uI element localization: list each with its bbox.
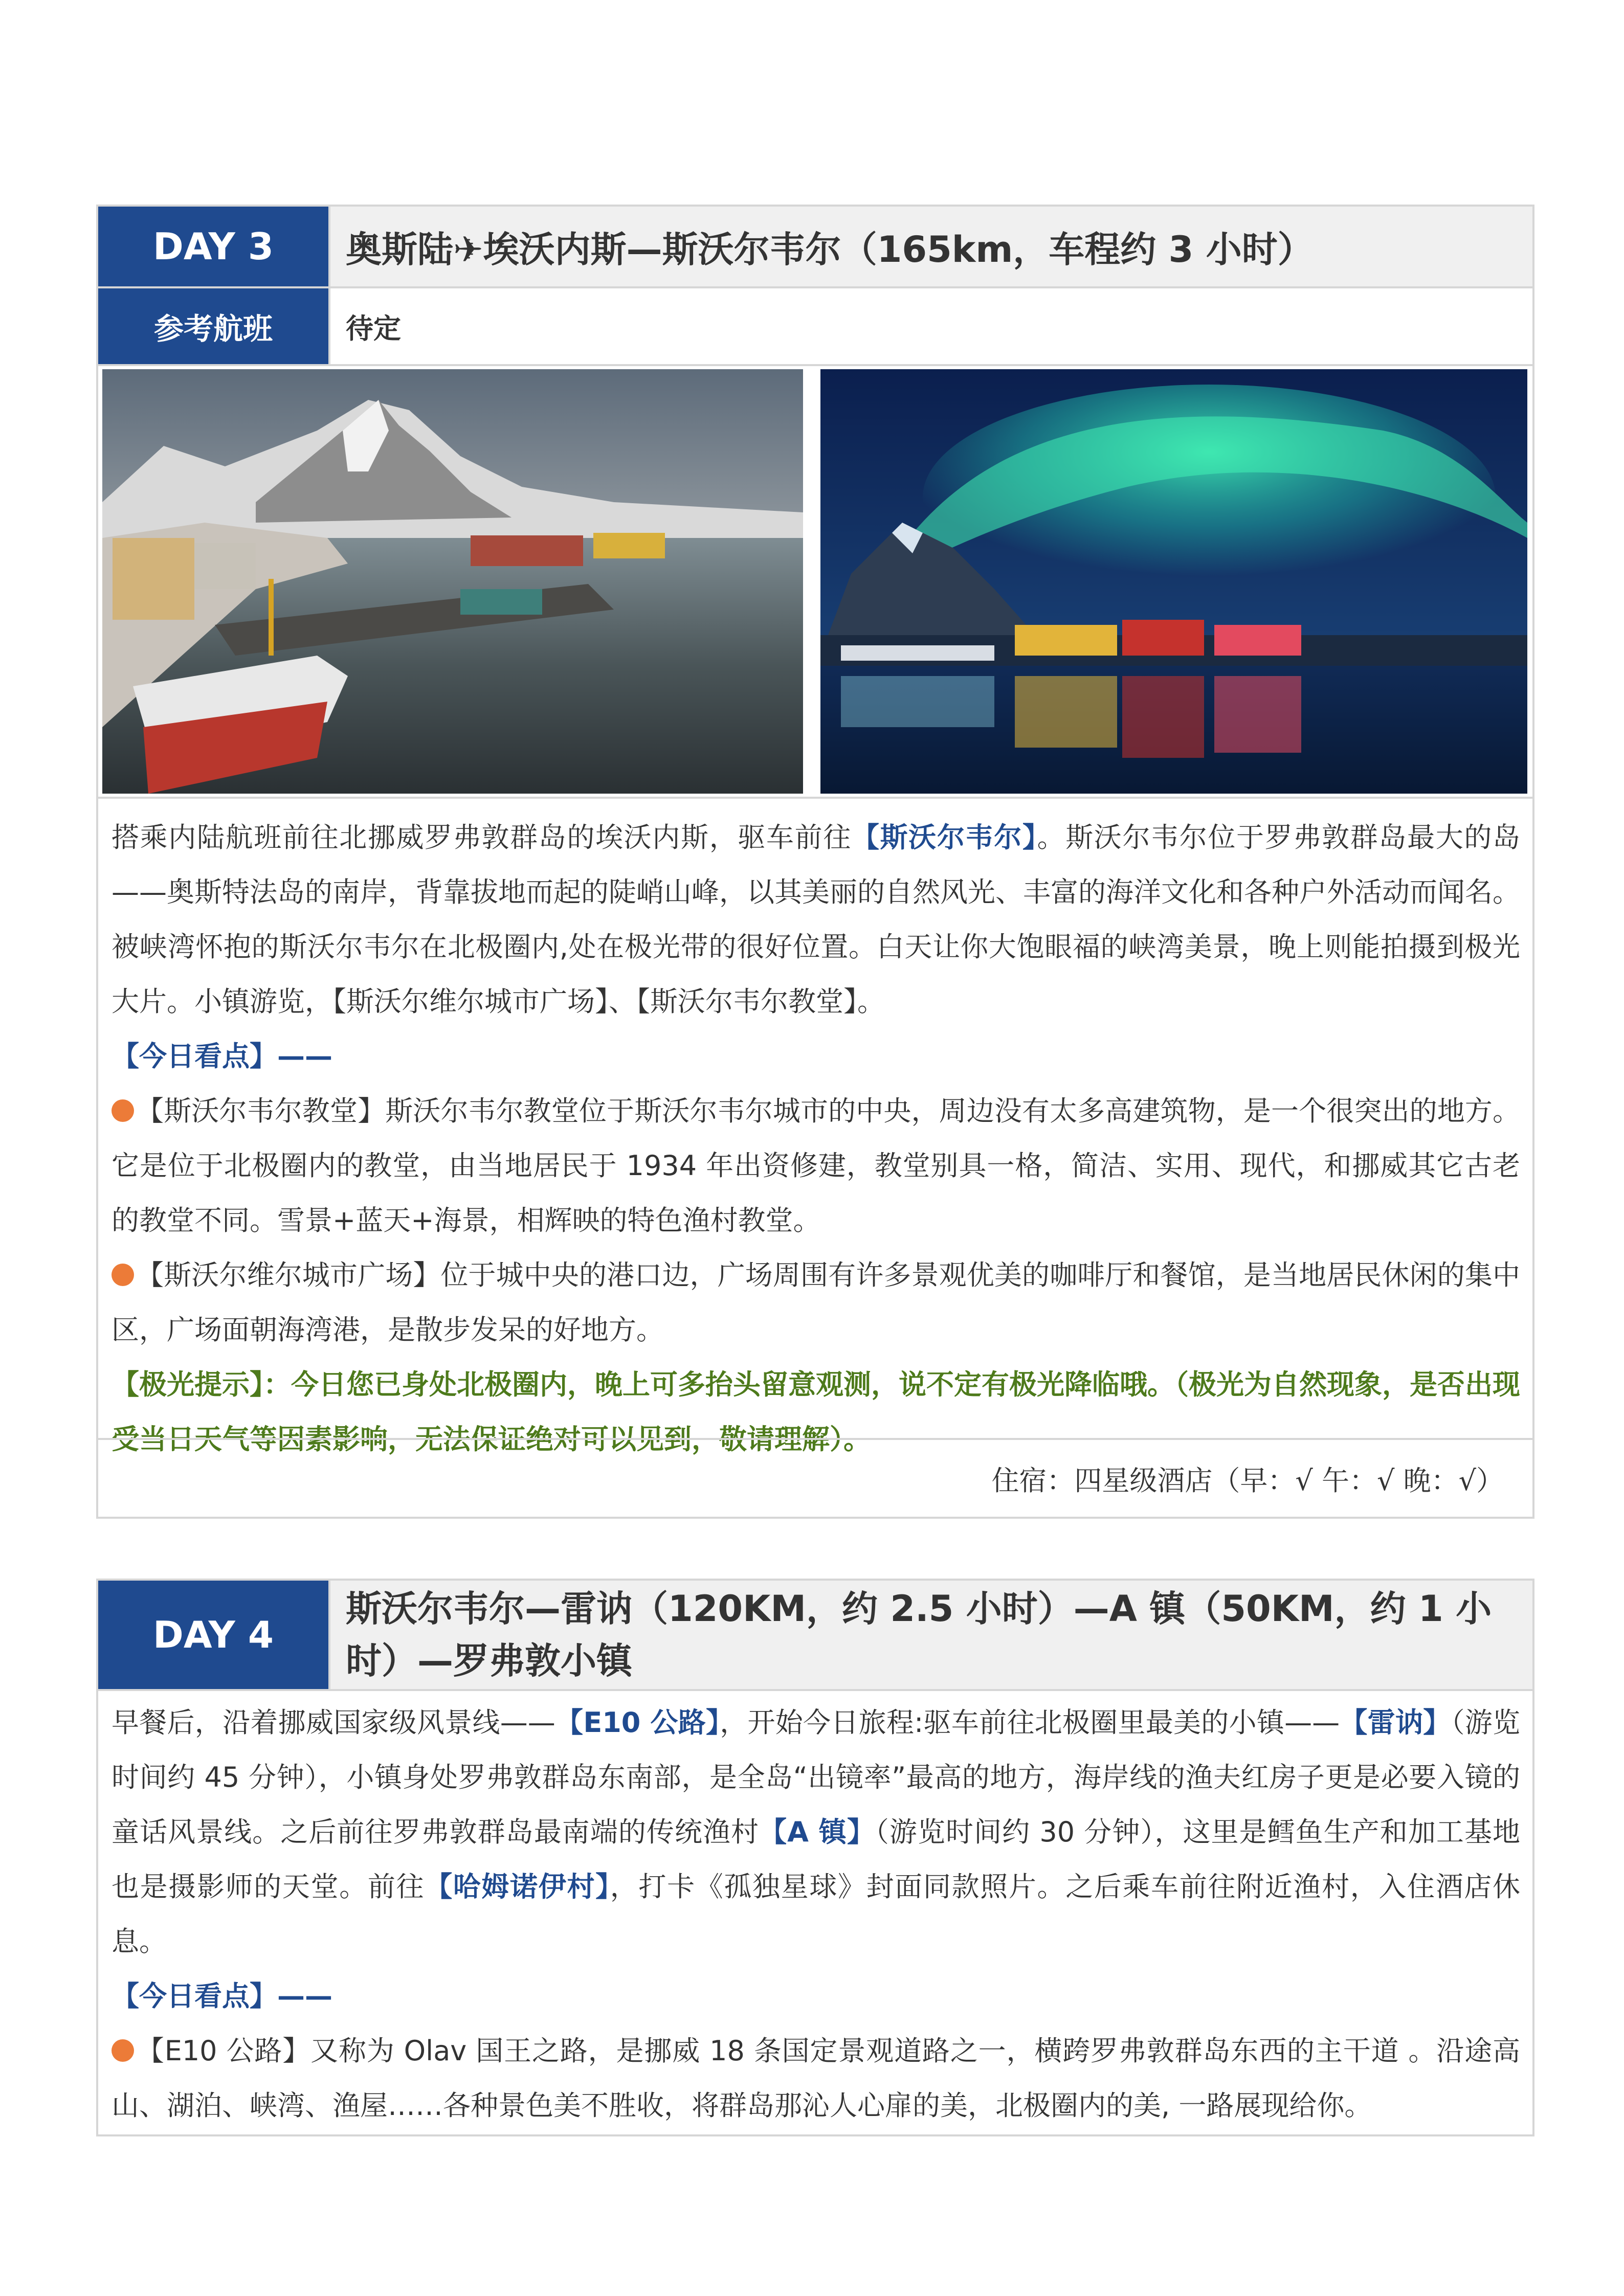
day4-spot-e10 [112,2023,1520,2133]
day4-card [96,1579,1534,2136]
day3-day-label: DAY 3 [98,207,328,286]
day3-spot-church [112,1084,1520,1248]
flight-value: 待定 [328,288,1532,364]
intro-text: 。斯沃尔韦尔位于罗弗敦群岛最大的岛——奥斯特法岛的南岸，背靠拔地而起的陡峭山峰，以其美丽的自然风光、丰富的海洋文化和各种户外活动而闻名。被峡湾怀抱的斯沃尔韦尔在北极圈内,处在极光带的很好位置。白天让你大饱眼福的峡湾美景，晚上则能拍摄到极光大片。小镇游览，【斯沃尔维尔城市广场】、【斯沃尔韦尔教堂】。 [112,821,1521,1018]
bullet-dot-icon [112,1099,134,1122]
day3-body [98,799,1532,1472]
accommodation-row [98,1438,1532,1517]
day4-title: 斯沃尔韦尔—雷讷（120KM，约 2.5 小时）—A 镇（50KM，约 1 小时）—罗弗敦小镇 [328,1581,1532,1689]
aurora-tip: 【极光提示】：今日您已身处北极圈内，晚上可多抬头留意观测，说不定有极光降临哦。（极光为自然现象，是否出现受当日天气等因素影响，无法保证绝对可以见到，敬请理解）。 [112,1368,1520,1455]
highlight-svolvaer: 【斯沃尔韦尔】 [851,821,1037,853]
day3-spot-square [112,1248,1520,1357]
day3-highlights-heading: 【今日看点】—— [112,1040,332,1072]
highlight-reine: 【雷讷】 [1340,1706,1451,1739]
accommodation: 住宿：四星级酒店（早：√ 午：√ 晚：√） [991,1464,1504,1497]
spot-text: 【斯沃尔维尔城市广场】位于城中央的港口边，广场周围有许多景观优美的咖啡厅和餐馆，是当地居民休闲的集中区，广场面朝海湾港，是散步发呆的好地方。 [112,1259,1520,1346]
spot-text: 【斯沃尔韦尔教堂】斯沃尔韦尔教堂位于斯沃尔韦尔城市的中央，周边没有太多高建筑物，是一个很突出的地方。它是位于北极圈内的教堂，由当地居民于 1934 年出资修建，教堂别具一格，简洁、实用、现代，和挪威其它古老的教堂不同。雪景+蓝天+海景，相辉映的特色渔村教堂。 [112,1095,1520,1236]
day3-flight-row [98,288,1532,366]
intro-text: ，打卡《孤独星球》封面同款照片。之后乘车前往附近渔村，入住酒店休息。 [112,1871,1521,1957]
harbour-photo [102,369,803,794]
intro-text: （游览时间约 30 分钟），这里是鳕鱼生产和加工基地也是摄影师的天堂。前往 [112,1816,1521,1903]
bullet-dot-icon [112,2039,134,2062]
day4-day-label: DAY 4 [98,1581,328,1689]
highlight-a-town: 【A 镇】 [759,1816,875,1848]
highlight-hamnoy: 【哈姆诺伊村】 [425,1871,610,1903]
intro-text: ，开始今日旅程:驱车前往北极圈里最美的小镇—— [720,1706,1340,1739]
bullet-dot-icon [112,1264,134,1286]
day3-card [96,205,1534,1519]
day3-intro [112,810,1520,1029]
day3-title: 奥斯陆✈埃沃内斯—斯沃尔韦尔（165km，车程约 3 小时） [328,207,1532,286]
day4-intro [112,1695,1520,1969]
intro-text: （游览时间约 45 分钟），小镇身处罗弗敦群岛东南部，是全岛“出镜率”最高的地方，海岸线的渔夫红房子更是必要入镜的童话风景线。之后前往罗弗敦群岛最南端的传统渔村 [112,1706,1520,1848]
day4-header-row [98,1581,1532,1691]
day4-highlights-heading: 【今日看点】—— [112,1980,332,2012]
day3-header-row [98,207,1532,288]
aurora-photo [820,369,1527,794]
spot-text: 【E10 公路】又称为 Olav 国王之路，是挪威 18 条国定景观道路之一，横跨罗弗敦群岛东西的主干道 。沿途高山、湖泊、峡湾、渔屋……各种景色美不胜收，将群岛那沁人心扉的美，北极圈内的美, 一路展现给你。 [112,2035,1520,2122]
flight-label: 参考航班 [98,288,328,364]
highlight-e10: 【E10 公路】 [555,1706,720,1739]
day3-photos [98,366,1532,799]
intro-text: 早餐后，沿着挪威国家级风景线—— [112,1706,555,1739]
intro-text: 搭乘内陆航班前往北挪威罗弗敦群岛的埃沃内斯，驱车前往 [112,821,852,853]
day4-body [98,1691,1532,2138]
